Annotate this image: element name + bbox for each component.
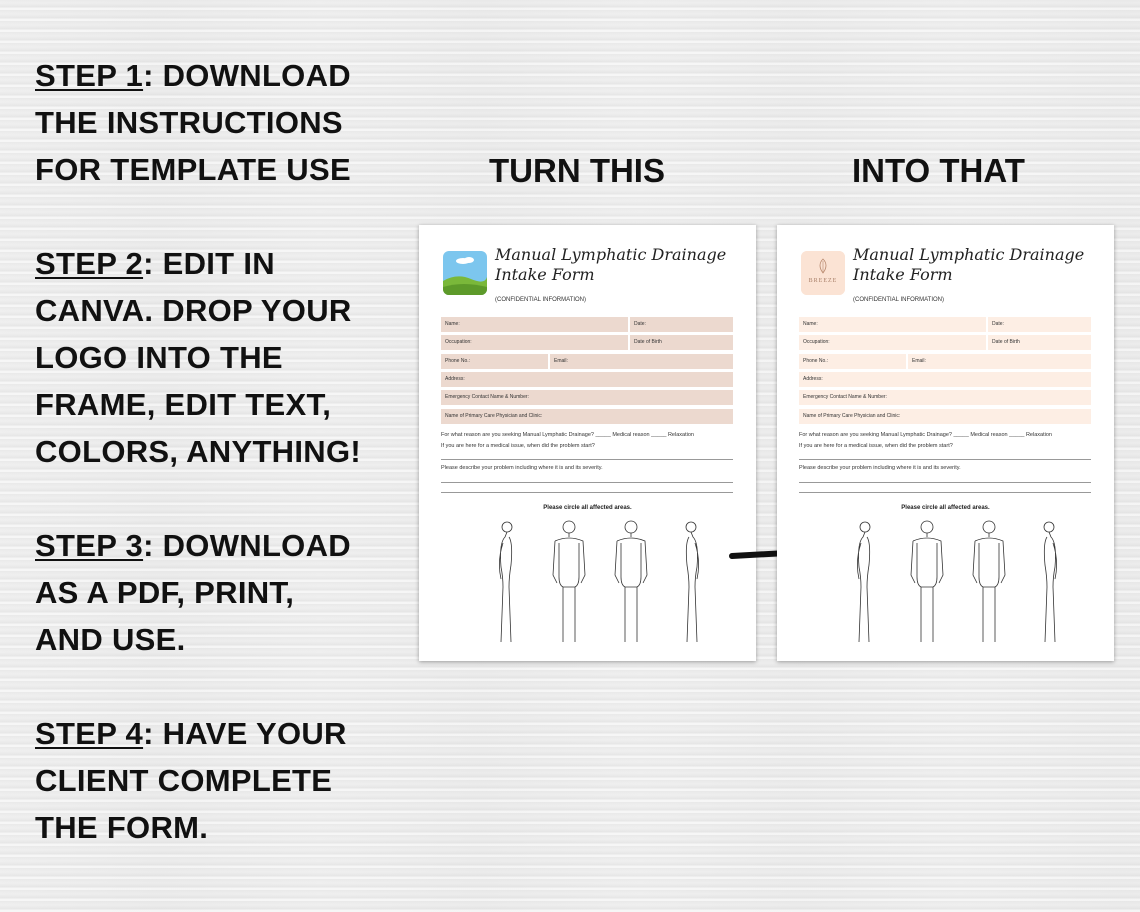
row-name-date bbox=[441, 317, 733, 332]
question-describe: Please describe your problem including where it is and its severity. bbox=[799, 465, 961, 471]
answer-line bbox=[799, 482, 1091, 483]
row-physician bbox=[441, 409, 733, 424]
brand-logo bbox=[801, 251, 845, 295]
field-email[interactable]: Email: bbox=[550, 354, 733, 369]
form-title-line-1: Manual Lymphatic Drainage bbox=[495, 245, 727, 264]
step-4 bbox=[35, 710, 415, 851]
body-figure-side-left bbox=[499, 522, 512, 642]
row-occupation-dob bbox=[799, 335, 1091, 350]
body-diagram-figures bbox=[479, 517, 719, 647]
heading-into-that: INTO THAT bbox=[852, 152, 1025, 189]
step-1-line-2: THE INSTRUCTIONS bbox=[35, 105, 343, 140]
step-3-line-1: : DOWNLOAD bbox=[143, 528, 351, 563]
field-name[interactable]: Name: bbox=[799, 317, 986, 332]
form-title-line-1: Manual Lymphatic Drainage bbox=[853, 245, 1085, 264]
circle-areas-label: Please circle all affected areas. bbox=[901, 505, 990, 511]
field-name[interactable]: Name: bbox=[441, 317, 628, 332]
question-start: If you are here for a medical issue, when did the problem start? bbox=[799, 443, 953, 449]
step-2-line-2: CANVA. DROP YOUR bbox=[35, 293, 352, 328]
field-phone[interactable]: Phone No.: bbox=[799, 354, 906, 369]
answer-line bbox=[441, 459, 733, 460]
field-physician[interactable]: Name of Primary Care Physician and Clinic: bbox=[799, 409, 1091, 424]
form-title bbox=[853, 245, 1093, 285]
landscape-image-icon bbox=[443, 251, 487, 295]
step-2 bbox=[35, 240, 415, 475]
row-occupation-dob bbox=[441, 335, 733, 350]
body-diagram-figures bbox=[837, 517, 1077, 647]
answer-line bbox=[441, 482, 733, 483]
step-4-line-1: : HAVE YOUR bbox=[143, 716, 347, 751]
step-4-line-3: THE FORM. bbox=[35, 810, 209, 845]
field-dob[interactable]: Date of Birth bbox=[630, 335, 733, 350]
answer-line bbox=[799, 492, 1091, 493]
field-address[interactable]: Address: bbox=[799, 372, 1091, 387]
field-date[interactable]: Date: bbox=[630, 317, 733, 332]
row-emergency bbox=[799, 390, 1091, 405]
body-figure-front bbox=[553, 521, 585, 642]
field-email[interactable]: Email: bbox=[908, 354, 1091, 369]
body-figure-front bbox=[911, 521, 943, 642]
step-2-line-5: COLORS, ANYTHING! bbox=[35, 434, 361, 469]
step-3-label: STEP 3 bbox=[35, 528, 144, 563]
leaf-logo-icon bbox=[801, 251, 845, 295]
step-2-line-3: LOGO INTO THE bbox=[35, 340, 283, 375]
form-title-line-2: Intake Form bbox=[853, 265, 953, 284]
question-reason: For what reason are you seeking Manual Lymphatic Drainage? _____ Medical reason _____ Relaxation bbox=[799, 432, 1052, 438]
brand-logo-text: BREEZE bbox=[808, 278, 838, 284]
question-start: If you are here for a medical issue, when did the problem start? bbox=[441, 443, 595, 449]
field-emergency-contact[interactable]: Emergency Contact Name & Number: bbox=[441, 390, 733, 405]
question-describe: Please describe your problem including where it is and its severity. bbox=[441, 465, 603, 471]
form-preview-original bbox=[419, 225, 756, 661]
step-3-line-3: AND USE. bbox=[35, 622, 186, 657]
circle-areas-label: Please circle all affected areas. bbox=[543, 505, 632, 511]
form-title-line-2: Intake Form bbox=[495, 265, 595, 284]
row-emergency bbox=[441, 390, 733, 405]
body-figure-side-right bbox=[1044, 522, 1057, 642]
heading-turn-this: TURN THIS bbox=[489, 152, 665, 189]
row-phone-email bbox=[441, 354, 733, 369]
step-2-label: STEP 2 bbox=[35, 246, 144, 281]
field-occupation[interactable]: Occupation: bbox=[799, 335, 986, 350]
field-occupation[interactable]: Occupation: bbox=[441, 335, 628, 350]
confidential-label: (CONFIDENTIAL INFORMATION) bbox=[853, 297, 944, 303]
step-4-line-2: CLIENT COMPLETE bbox=[35, 763, 333, 798]
step-4-label: STEP 4 bbox=[35, 716, 144, 751]
question-reason: For what reason are you seeking Manual Lymphatic Drainage? _____ Medical reason _____ Relaxation bbox=[441, 432, 694, 438]
field-date[interactable]: Date: bbox=[988, 317, 1091, 332]
step-2-line-4: FRAME, EDIT TEXT, bbox=[35, 387, 332, 422]
field-phone[interactable]: Phone No.: bbox=[441, 354, 548, 369]
row-address bbox=[799, 372, 1091, 387]
field-dob[interactable]: Date of Birth bbox=[988, 335, 1091, 350]
step-3-line-2: AS A PDF, PRINT, bbox=[35, 575, 295, 610]
step-1-line-3: FOR TEMPLATE USE bbox=[35, 152, 351, 187]
row-name-date bbox=[799, 317, 1091, 332]
confidential-label: (CONFIDENTIAL INFORMATION) bbox=[495, 297, 586, 303]
step-2-line-1: : EDIT IN bbox=[143, 246, 275, 281]
body-figure-side-right bbox=[686, 522, 699, 642]
body-figure-back bbox=[615, 521, 647, 642]
field-physician[interactable]: Name of Primary Care Physician and Clinic: bbox=[441, 409, 733, 424]
answer-line bbox=[799, 459, 1091, 460]
row-address bbox=[441, 372, 733, 387]
step-1-label: STEP 1 bbox=[35, 58, 144, 93]
form-preview-edited bbox=[777, 225, 1114, 661]
step-1 bbox=[35, 52, 415, 193]
row-physician bbox=[799, 409, 1091, 424]
step-3 bbox=[35, 522, 415, 663]
body-figure-side-left bbox=[857, 522, 870, 642]
body-figure-back bbox=[973, 521, 1005, 642]
step-1-line-1: : DOWNLOAD bbox=[143, 58, 351, 93]
field-emergency-contact[interactable]: Emergency Contact Name & Number: bbox=[799, 390, 1091, 405]
form-title bbox=[495, 245, 735, 285]
row-phone-email bbox=[799, 354, 1091, 369]
answer-line bbox=[441, 492, 733, 493]
field-address[interactable]: Address: bbox=[441, 372, 733, 387]
